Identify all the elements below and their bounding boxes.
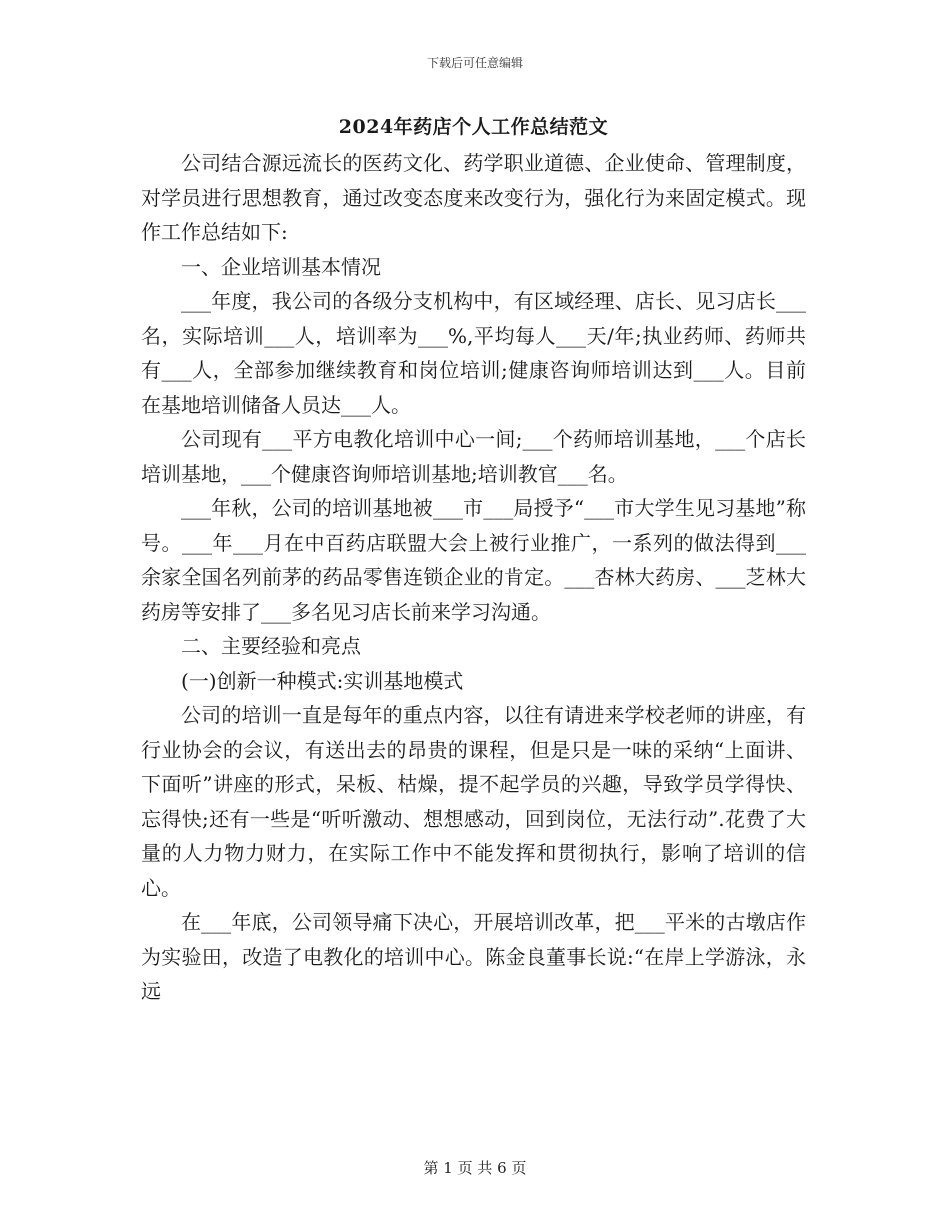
paragraph-reform: 在___年底，公司领导痛下决心，开展培训改革，把___平米的古墩店作为实验田，改造了电教化的培训中心。陈金良董事长说:“在岸上学游泳，永远 [141, 910, 806, 1003]
section-heading-1: 一、企业培训基本情况 [181, 254, 381, 279]
paragraph-past-training: 公司的培训一直是每年的重点内容，以往有请进来学校老师的讲座，有行业协会的会议，有送出去的昂贵的课程，但是只是一味的采纳“上面讲、下面听”讲座的形式，呆板、枯燥，提不起学员的兴趣，导致学员学得快、忘得快;还有一些是“听听激动、想想感动，回到岗位，无法行动”.花费了大量的人力物力财力，在实际工作中不能发挥和贯彻执行，影响了培训的信心。 [141, 703, 806, 900]
page-number: 第 1 页 共 6 页 [423, 1159, 527, 1177]
document-body [141, 112, 806, 1009]
header-note: 下载后可任意编辑 [426, 56, 523, 70]
paragraph-training-stats: ___年度，我公司的各级分支机构中，有区域经理、店长、见习店长___名，实际培训___人，培训率为___%,平均每人___天/年;执业药师、药师共有___人，全部参加继续教育和岗位培训;健康咨询师培训达到___人。目前在基地培训储备人员达___人。 [141, 289, 806, 417]
paragraph-intro: 公司结合源远流长的医药文化、药学职业道德、企业使命、管理制度，对学员进行思想教育，通过改变态度来改变行为，强化行为来固定模式。现作工作总结如下: [141, 151, 806, 244]
paragraph-awards: ___年秋，公司的培训基地被___市___局授予“___市大学生见习基地”称号。___年___月在中百药店联盟大会上被行业推广，一系列的做法得到___余家全国名列前茅的药品零售连锁企业的肯定。___杏林大药房、___芝林大药房等安排了___多名见习店长前来学习沟通。 [141, 496, 806, 624]
document-title: 2024年药店个人工作总结范文 [338, 116, 609, 138]
subsection-heading-1: (一)创新一种模式:实训基地模式 [181, 668, 464, 693]
paragraph-facilities: 公司现有___平方电教化培训中心一间;___个药师培训基地，___个店长培训基地，___个健康咨询师培训基地;培训教官___名。 [141, 427, 806, 486]
section-heading-2: 二、主要经验和亮点 [181, 634, 361, 658]
